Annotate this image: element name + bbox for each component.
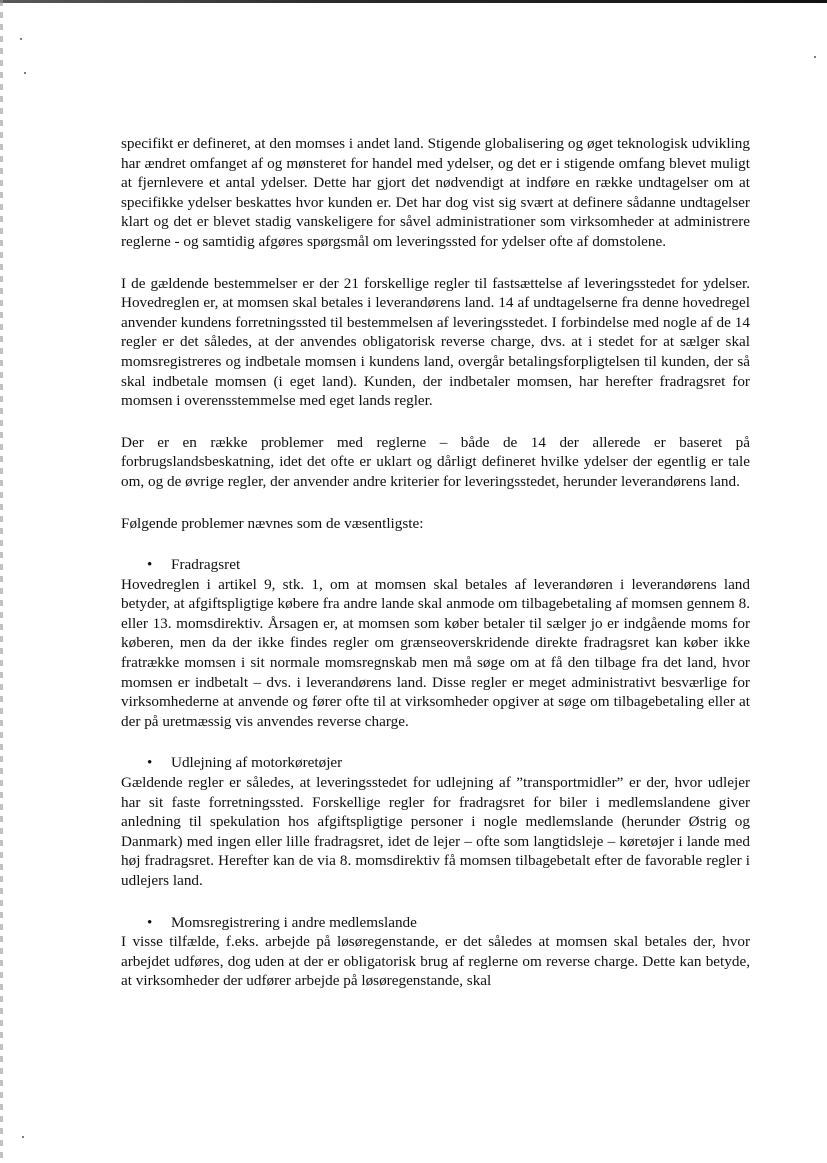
paragraph: I de gældende bestemmelser er der 21 forskellige regler til fastsættelse af leveringsstedet for ydelser. Hovedreglen er, at momsen skal betales i leverandørens land. 14 af undtagelserne fra denne hovedregel anvender kundens forretningssted til bestemmelsen af leveringsstedet. I forbindelse med nogle af de 14 regler er det således, at der anvendes obligatorisk reverse charge, dvs. at i stedet for at sælger skal momsregistreres og indbetale momsen i kundens land, overgår betalingsforpligtelsen til kunden, der så skal indbetale momsen (i eget land). Kunden, der indbetaler momsen, har herefter fradragsret for momsen i overensstemmelse med eget lands regler.	[121, 274, 750, 410]
bullet-body: Hovedreglen i artikel 9, stk. 1, om at momsen skal betales af leverandøren i leverandørens land betyder, at afgiftspligtige købere fra andre lande skal anmode om tilbagebetaling af momsen gennem 8. eller 13. momsdirektiv. Årsagen er, at momsen som køber betaler til sælger jo er indgående moms for køberen, men da der ikke findes regler om grænseoverskridende direkte fradragsret kan køber ikke fratrække momsen i sit normale momsregnskab men må søge om at få den tilbage fra det land, hvor momsen er indbetalt – dvs. i leverandørens land. Disse regler er meget administrativt besværlige for virksomhederne at anvende og fører ofte til at virksomheder opgiver at søge om tilbagebetaling eller at der på uretmæssig vis anvendes reverse charge.	[121, 575, 750, 730]
bullet-item-momsregistrering	[121, 913, 750, 991]
scan-speck	[20, 38, 22, 40]
bullet-marker: •	[147, 913, 153, 931]
bullet-title: Momsregistrering i andre medlemslande	[171, 913, 417, 931]
bullet-body: Gældende regler er således, at leveringsstedet for udlejning af ”transportmidler” er der, hvor udlejer har sit faste forretningssted. Forskellige regler for fradragsret for biler i medlemslandene giver anledning til spekulation hos afgiftspligtige personer i nogle medlemslande (herunder Østrig og Danmark) med ingen eller lille fradragsret, idet de lejer – ofte som langtidsleje – køretøjer i lande med høj fradragsret. Herefter kan de via 8. momsdirektiv få momsen tilbagebetalt efter de favorable regler i udlejers land.	[121, 774, 750, 889]
scan-left-edge	[0, 0, 3, 1163]
bullet-heading	[121, 913, 750, 933]
scan-speck	[24, 72, 26, 74]
bullet-heading	[121, 753, 750, 773]
bullet-body: I visse tilfælde, f.eks. arbejde på løsøregenstande, er det således at momsen skal betales der, hvor arbejdet udføres, dog uden at der er obligatorisk brug af reglerne om reverse charge. Dette kan betyde, at virksomheder der udfører arbejde på løsøregenstande, skal	[121, 933, 750, 990]
scan-top-edge	[0, 0, 827, 3]
scan-speck	[814, 56, 816, 58]
bullet-item-fradragsret	[121, 555, 750, 731]
paragraph: Der er en række problemer med reglerne – både de 14 der allerede er baseret på forbrugslandsbeskatning, idet det ofte er uklart og dårligt defineret hvilke ydelser der egentlig er tale om, og de øvrige regler, der anvender andre kriterier for leveringsstedet, herunder leverandørens land.	[121, 433, 750, 490]
paragraph: specifikt er defineret, at den momses i andet land. Stigende globalisering og øget teknologisk udvikling har ændret omfanget af og mønsteret for handel med ydelser, og det er i stigende omfang blevet muligt at fjernlevere et antal ydelser. Dette har gjort det nødvendigt at indføre en række undtagelser om at specifikke ydelser beskattes hvor kunden er. Det har dog vist sig svært at definere sådanne undtagelser klart og det er blevet stadig vanskeligere for såvel administrationer som virksomheder at administrere reglerne - og samtidig afgøres spørgsmål om leveringssted for ydelser ofte af domstolene.	[121, 135, 750, 250]
bullet-title: Udlejning af motorkøretøjer	[171, 754, 343, 772]
bullet-marker: •	[147, 556, 153, 574]
bullet-item-udlejning	[121, 753, 750, 890]
bullet-heading	[121, 555, 750, 575]
scan-speck	[22, 1136, 24, 1138]
bullet-title: Fradragsret	[171, 556, 241, 574]
document-page	[121, 134, 750, 991]
paragraph: Følgende problemer nævnes som de væsentligste:	[121, 514, 424, 532]
bullet-marker: •	[147, 754, 153, 772]
